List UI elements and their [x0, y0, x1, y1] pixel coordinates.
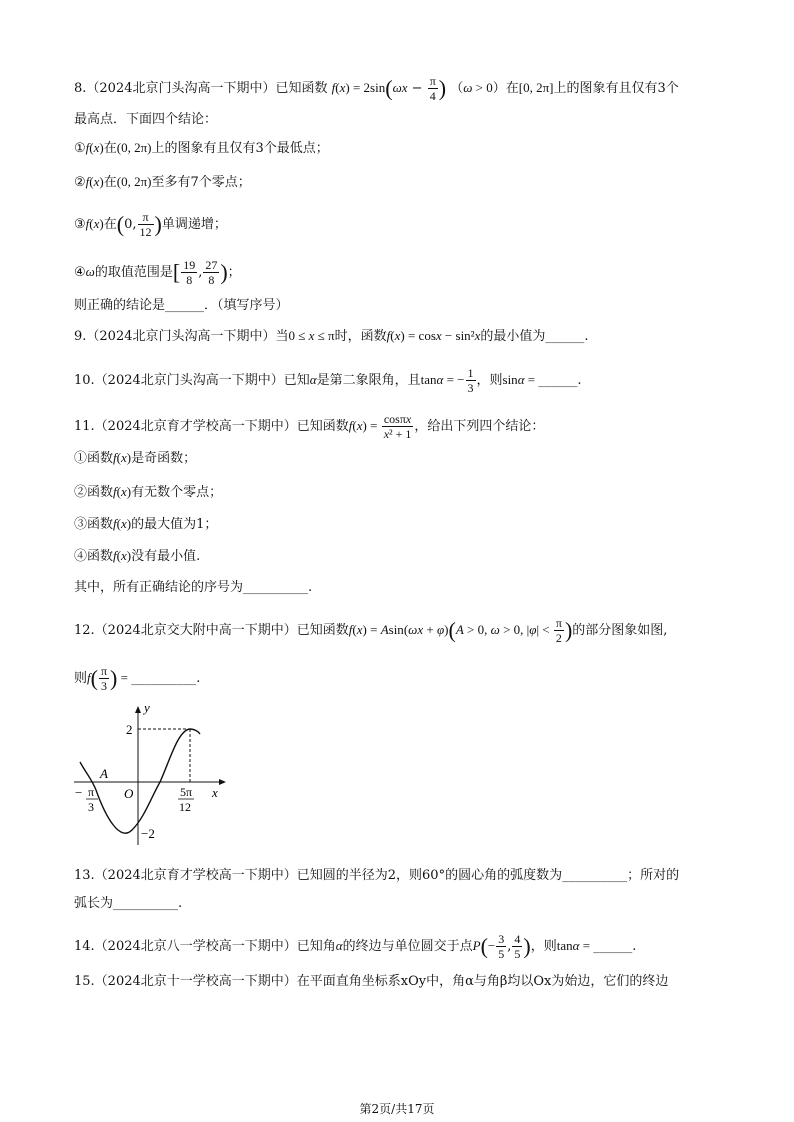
- q13-line2: 弧长为__________.: [74, 896, 183, 911]
- q10-mid: 是第二象限角，且: [316, 373, 421, 388]
- q12-line2-pre: 则: [74, 671, 88, 686]
- x-axis-arrow: [219, 779, 226, 785]
- q8-line2: 最高点．下面四个结论：: [74, 112, 218, 127]
- q14-line: 14.（2024北京八一学校高一下期中）已知角α的终边与单位圆交于点P(− $\frac{3}{5}$ , $\frac{4}{5}$ )，则tanα = ______.: [74, 932, 637, 961]
- q11-prefix: 11.（2024北京育才学校高一下期中）已知函数: [74, 419, 349, 434]
- q8-item2-mid: 在: [103, 175, 117, 190]
- q8-line1: 8.（2024北京门头沟高一下期中）已知函数 f(x) = 2sin(ωx − $\frac{\pi}{4}$ ) （ω > 0）在[0, 2π]上的图象有且仅有3个: [74, 74, 679, 103]
- q8-item3-num: ③: [74, 217, 86, 232]
- q11-item2: ②函数f(x)有无数个零点；: [74, 484, 223, 500]
- x-right-num: 5π: [180, 785, 193, 799]
- q9-prefix: 9.（2024北京门头沟高一下期中）当: [74, 329, 289, 344]
- q10-post: ______.: [538, 373, 582, 388]
- q8-item2-post: 至多有7个零点；: [151, 175, 251, 190]
- y-min-label: −2: [141, 826, 155, 841]
- q11-item1: ①函数f(x)是奇函数；: [74, 450, 197, 466]
- q11-item4-pre: ④函数: [74, 549, 114, 564]
- point-a-label: A: [100, 766, 108, 781]
- q8-item1-num: ①: [74, 141, 86, 156]
- q8-item2: ②f(x)在(0, 2π)至多有7个零点；: [74, 174, 251, 190]
- q11-line1: 11.（2024北京育才学校高一下期中）已知函数f(x) = $\frac{\cos\pi x}{\text{x² + 1}}$ ，给出下列四个结论：: [74, 412, 545, 441]
- q14-prefix: 14.（2024北京八一学校高一下期中）已知角: [74, 939, 336, 954]
- q11-item4: ④函数f(x)没有最小值.: [74, 548, 201, 564]
- x-left-num: π: [88, 785, 95, 799]
- q8-text-graph: 上的图象有且仅有3个: [553, 81, 679, 96]
- q12-graph: [70, 700, 230, 850]
- y-axis-label: y: [144, 700, 150, 715]
- q14-mid: 的终边与单位圆交于点: [342, 939, 473, 954]
- x-right-den: 12: [179, 800, 191, 814]
- page-footer: 第2页/共17页: [359, 1102, 435, 1116]
- y-axis-arrow: [135, 706, 141, 713]
- q10-mid2: ，则: [476, 373, 503, 388]
- q11-item2-pre: ②函数: [74, 485, 114, 500]
- x-left-den: 3: [88, 800, 94, 814]
- q11-answer-line: 其中，所有正确结论的序号为__________.: [74, 580, 313, 595]
- q12-line2: 则f( $\frac{\pi}{3}$ ) = __________.: [74, 664, 201, 693]
- q9-mid: 时，函数: [334, 329, 387, 344]
- q8-item4-post: ；: [227, 265, 241, 280]
- q11-item3: ③函数f(x)的最大值为1；: [74, 516, 218, 532]
- q11-item3-post: 的最大值为1；: [131, 517, 218, 532]
- q12-line1: 12.（2024北京交大附中高一下期中）已知函数f(x) = Asin(ωx + φ)(A > 0, ω > 0, |φ| < $\frac{\pi}{2}$ )的部分图象如图,: [74, 616, 668, 645]
- q8-item1: ①f(x)在(0, 2π)上的图象有且仅有3个最低点；: [74, 140, 329, 156]
- q11-item1-post: 是奇函数；: [131, 451, 197, 466]
- q8-paren-open: （: [450, 81, 464, 96]
- q12-prefix: 12.（2024北京交大附中高一下期中）已知函数: [74, 623, 349, 638]
- q11-item4-post: 没有最小值.: [131, 549, 201, 564]
- origin-label: O: [124, 786, 134, 801]
- q13-line1: 13.（2024北京育才学校高一下期中）已知圆的半径为2，则60°的圆心角的弧度数为__________；所对的: [74, 868, 680, 883]
- q8-item4: ④ω的取值范围是[ $\frac{19}{8}$ , $\frac{27}{8}$ )；: [74, 258, 241, 287]
- q11-item2-post: 有无数个零点；: [131, 485, 223, 500]
- q9-post: 的最小值为______.: [480, 329, 589, 344]
- q10-prefix: 10.（2024北京门头沟高一下期中）已知: [74, 373, 310, 388]
- q8-item4-num: ④: [74, 265, 86, 280]
- q9-line: 9.（2024北京门头沟高一下期中）当0 ≤ x ≤ π时，函数f(x) = cosx − sin²x的最小值为______.: [74, 328, 589, 344]
- q8-item2-num: ②: [74, 175, 86, 190]
- q11-item3-pre: ③函数: [74, 517, 114, 532]
- q8-prefix: 8.（2024北京门头沟高一下期中）已知函数: [74, 81, 328, 96]
- q8-item4-mid: 的取值范围是: [94, 265, 173, 280]
- q8-item3: ③f(x)在(0, $\frac{\pi}{12}$ )单调递增；: [74, 210, 227, 239]
- q8-text-in: ）在: [492, 81, 519, 96]
- q11-post: ，给出下列四个结论：: [414, 419, 545, 434]
- q8-item1-mid: 在: [103, 141, 117, 156]
- q14-post: ，则: [530, 939, 557, 954]
- q11-item1-pre: ①函数: [74, 451, 114, 466]
- q14-end: ______.: [593, 939, 637, 954]
- q8-answer-line: 则正确的结论是______．（填写序号）: [74, 298, 289, 313]
- sine-curve: [80, 729, 200, 833]
- q8-item3-post: 单调递增；: [161, 217, 227, 232]
- q8-item1-post: 上的图象有且仅有3个最低点；: [151, 141, 329, 156]
- x-left-sign: −: [75, 785, 83, 800]
- x-axis-label: x: [212, 785, 218, 800]
- q15-line1: 15.（2024北京十一学校高一下期中）在平面直角坐标系xOy中，角α与角β均以Ox为始边，它们的终边: [74, 974, 669, 989]
- q8-item3-mid: 在: [103, 217, 117, 232]
- y-max-label: 2: [126, 722, 133, 737]
- q12-line2-post: __________.: [131, 671, 201, 686]
- q10-line: 10.（2024北京门头沟高一下期中）已知α是第二象限角，且tanα = − $\frac{1}{3}$ ，则sinα = ______.: [74, 366, 582, 395]
- q12-post: 的部分图象如图,: [572, 623, 668, 638]
